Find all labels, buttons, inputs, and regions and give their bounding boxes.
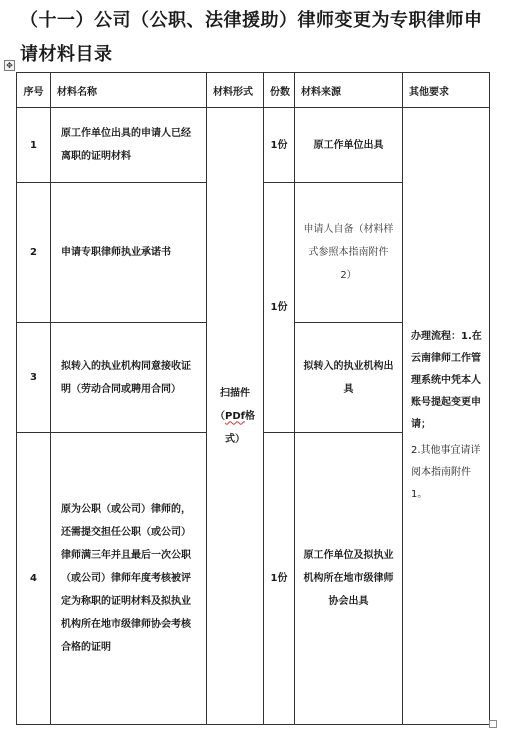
header-name: 材料名称 [51, 73, 207, 108]
row-name: 拟转入的执业机构同意接收证明（劳动合同或聘用合同） [51, 323, 207, 433]
row-copies-merged: 1份 [264, 183, 295, 433]
form-line2 [213, 405, 257, 451]
table-move-handle-icon[interactable]: ✥ [4, 60, 15, 71]
form-format-text: 格式） [225, 410, 255, 445]
table-row [17, 108, 490, 183]
process-step2: 2.其他事宜请详阅本指南附件 1。 [411, 445, 481, 500]
row-no: 3 [17, 323, 51, 433]
row-source: 原工作单位及拟执业机构所在地市级律师协会出具 [295, 433, 403, 725]
header-source: 材料来源 [295, 73, 403, 108]
header-form: 材料形式 [207, 73, 264, 108]
row-no: 1 [17, 108, 51, 183]
form-spellcheck-mark: PDf [225, 410, 245, 422]
header-copies: 份数 [264, 73, 295, 108]
process-label: 办理流程： [411, 331, 461, 342]
form-line1: 扫描件 [220, 387, 250, 399]
row-name: 原为公职（或公司）律师的，还需提交担任公职（或公司）律师满三年并且最后一次公职（或公司）律师年度考核被评定为称职的证明材料及拟执业机构所在地市级律师协会考核合格的证明 [51, 433, 207, 725]
row-copies: 1份 [264, 433, 295, 725]
form-paren-open: （ [215, 410, 225, 422]
table-header-row [17, 73, 490, 108]
header-other: 其他要求 [403, 73, 490, 108]
table-resize-handle[interactable] [489, 720, 497, 728]
row-name: 原工作单位出具的申请人已经离职的证明材料 [51, 108, 207, 183]
row-name: 申请专职律师执业承诺书 [51, 183, 207, 323]
process-step1: 1.在云南律师工作管理系统中凭本人账号提起变更申请； [411, 331, 482, 430]
other-requirements-cell [403, 108, 490, 725]
material-form-cell [207, 108, 264, 725]
row-no: 2 [17, 183, 51, 323]
header-no: 序号 [17, 73, 51, 108]
materials-table [16, 72, 490, 725]
row-source: 拟转入的执业机构出具 [295, 323, 403, 433]
page-title: （十一）公司（公职、法律援助）律师变更为专职律师申请材料目录 [20, 10, 483, 65]
row-source: 申请人自备（材料样式参照本指南附件2） [295, 183, 403, 323]
row-source: 原工作单位出具 [295, 108, 403, 183]
row-no: 4 [17, 433, 51, 725]
row-copies: 1份 [264, 108, 295, 183]
